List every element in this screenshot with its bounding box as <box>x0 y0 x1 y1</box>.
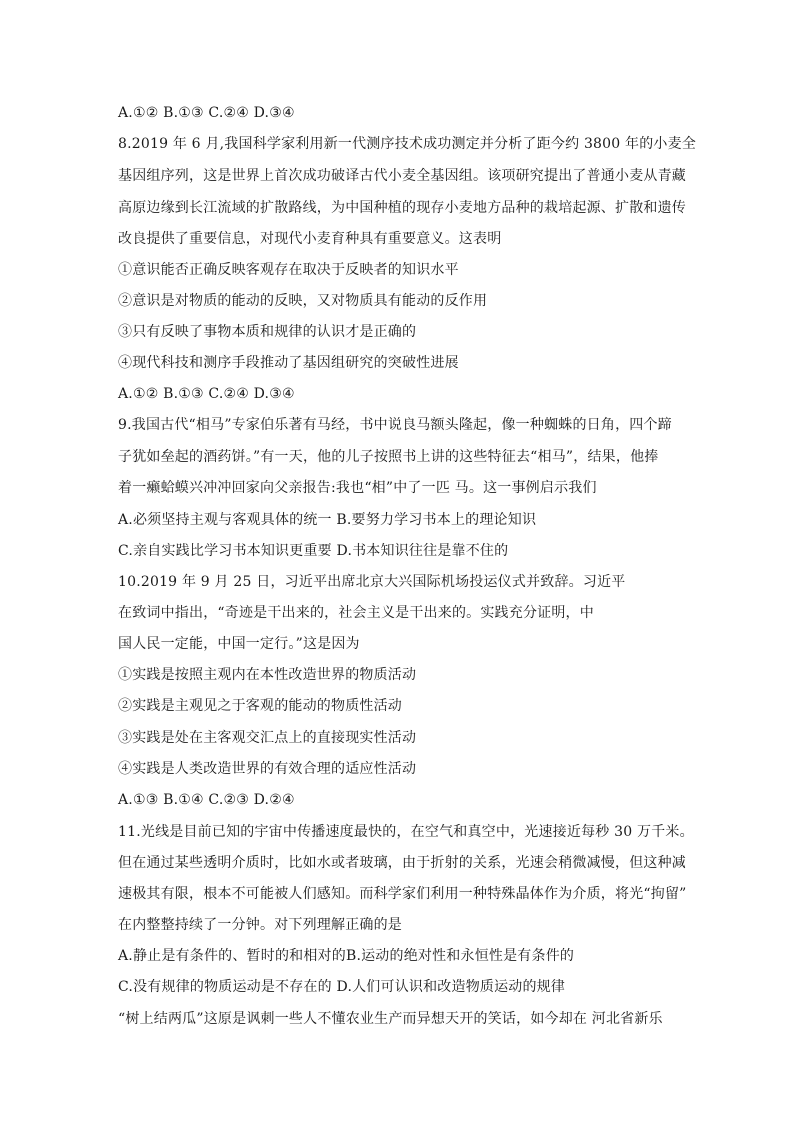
answer-options-q10: A.①③ B.①④ C.②③ D.②④ <box>118 792 295 808</box>
question-11-line-3: 速极其有限，根本不可能被人们感知。而科学家们利用一种特殊晶体作为介质，将光“拘留” <box>118 886 687 902</box>
question-8-line-3: 高原边缘到长江流域的扩散路线，为中国种植的现存小麦地方品种的栽培起源、扩散和遗传 <box>118 200 686 216</box>
question-8-line-4: 改良提供了重要信息，对现代小麦育种具有重要意义。这表明 <box>118 231 502 247</box>
question-9-options-cd: C.亲自实践比学习书本知识更重要 D.书本知识往往是靠不住的 <box>118 543 509 559</box>
question-10-statement-3: ③实践是处在主客观交汇点上的直接现实性活动 <box>118 730 417 746</box>
question-8-line-2: 基因组序列，这是世界上首次成功破译古代小麦全基因组。该项研究提出了普通小麦从青藏 <box>118 168 686 184</box>
answer-options-q8: A.①② B.①③ C.②④ D.③④ <box>118 386 295 402</box>
question-8-statement-4: ④现代科技和测序手段推动了基因组研究的突破性进展 <box>118 355 459 371</box>
question-10-statement-4: ④实践是人类改造世界的有效合理的适应性活动 <box>118 761 417 777</box>
question-11-options-ab: A.静止是有条件的、暂时的和相对的B.运动的绝对性和永恒性是有条件的 <box>118 948 575 964</box>
question-8-statement-3: ③只有反映了事物本质和规律的认识才是正确的 <box>118 324 417 340</box>
question-9-line-3: 着一癞蛤蟆兴冲冲回家向父亲报告:我也“相”中了一匹 马。这一事例启示我们 <box>118 480 597 496</box>
question-11-options-cd: C.没有规律的物质运动是不存在的 D.人们可认识和改造物质运动的规律 <box>118 979 566 995</box>
question-9-options-ab: A.必须坚持主观与客观具体的统一 B.要努力学习书本上的理论知识 <box>118 512 537 528</box>
question-9-line-1: 9.我国古代“相马”专家伯乐著有马经，书中说良马额头隆起，像一种蜘蛛的日角，四个蹄 <box>118 417 672 433</box>
question-11-line-2: 但在通过某些透明介质时，比如水或者玻璃，由于折射的关系，光速会稍微减慢，但这种减 <box>118 855 686 871</box>
question-11-line-4: 在内整整持续了一分钟。对下列理解正确的是 <box>118 917 402 933</box>
question-10-line-2: 在致词中指出，“奇迹是干出来的，社会主义是干出来的。实践充分证明，中 <box>118 605 594 621</box>
question-8-statement-1: ①意识能否正确反映客观存在取决于反映者的知识水平 <box>118 262 459 278</box>
question-10-statement-1: ①实践是按照主观内在本性改造世界的物质活动 <box>118 667 417 683</box>
question-10-line-3: 国人民一定能，中国一定行。”这是因为 <box>118 636 360 652</box>
question-9-line-2: 子犹如垒起的酒药饼。”有一天，他的儿子按照书上讲的这些特征去“相马”，结果，他捧 <box>118 449 659 465</box>
answer-options-q7: A.①② B.①③ C.②④ D.③④ <box>118 105 295 121</box>
question-10-line-1: 10.2019 年 9 月 25 日，习近平出席北京大兴国际机场投运仪式并致辞。习近平 <box>118 574 626 590</box>
question-8-statement-2: ②意识是对物质的能动的反映，又对物质具有能动的反作用 <box>118 293 488 309</box>
question-10-statement-2: ②实践是主观见之于客观的能动的物质性活动 <box>118 698 402 714</box>
question-8-line-1: 8.2019 年 6 月,我国科学家利用新一代测序技术成功测定并分析了距今约 3800 年的小麦全 <box>118 136 697 152</box>
question-11-line-1: 11.光线是目前已知的宇宙中传播速度最快的，在空气和真空中，光速接近每秒 30 万千米。 <box>118 824 694 840</box>
question-12-line-1: “树上结两瓜”这原是讽刺一些人不懂农业生产而异想天开的笑话，如今却在 河北省新乐 <box>118 1011 663 1027</box>
